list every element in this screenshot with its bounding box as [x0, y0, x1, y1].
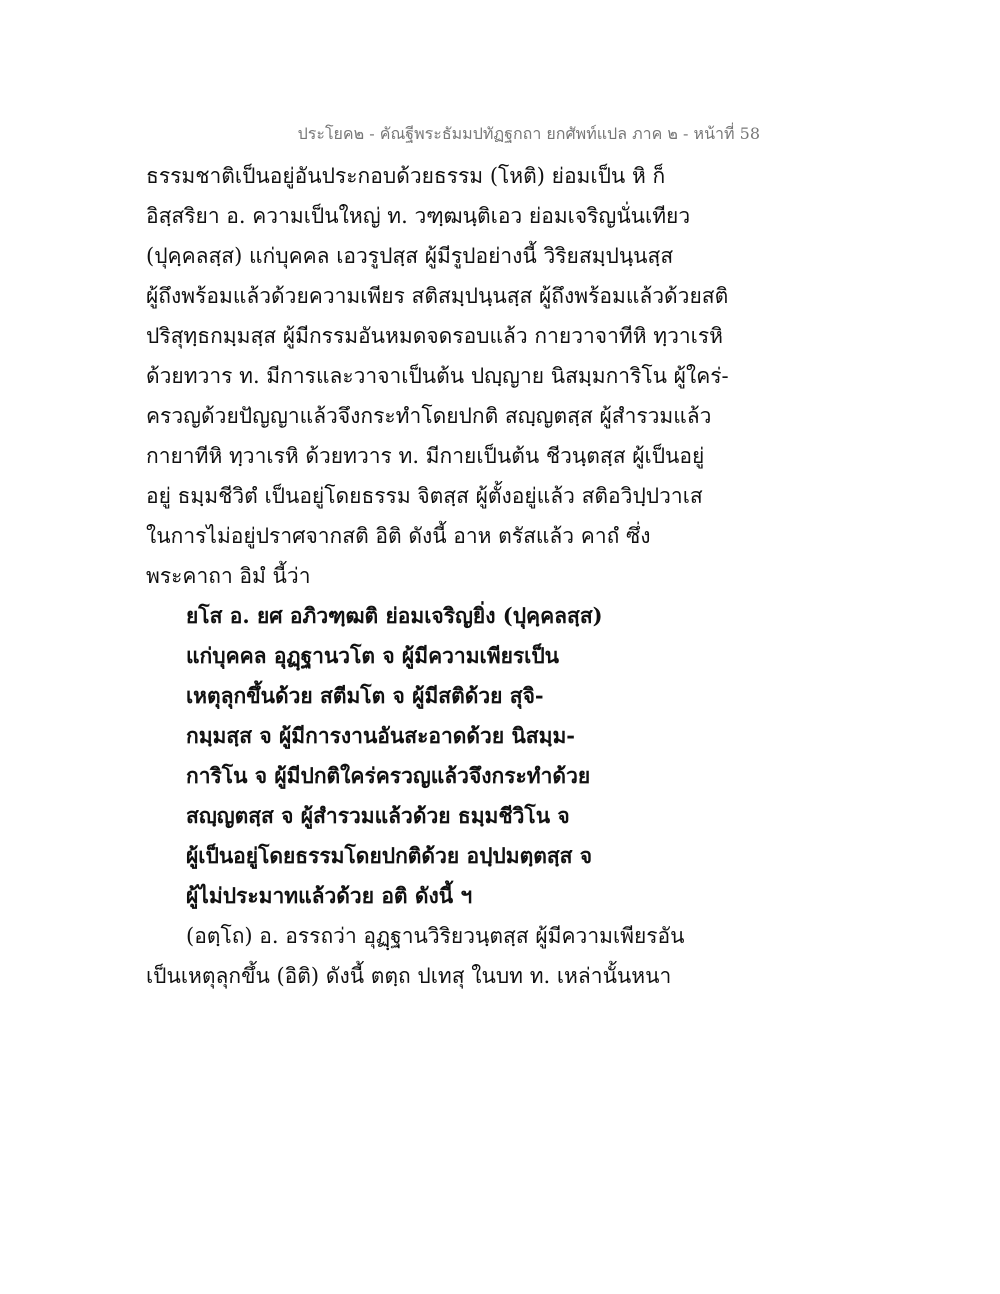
- verse-line: แก่บุคคล อุฏฺฐานวโต จ ผู้มีความเพียรเป็น: [186, 643, 560, 668]
- verse-line: การิโน จ ผู้มีปกติใคร่ครวญแล้วจึงกระทำด้วย: [186, 763, 591, 788]
- running-header: ประโยค๒ - คัณฐีพระธัมมปทัฏฐกถา ยกศัพท์แปล ภาค ๒ - หน้าที่ 58: [297, 124, 760, 143]
- verse-line: เหตุลุกขึ้นด้วย สตีมโต จ ผู้มีสติด้วย สุจิ-: [186, 683, 544, 708]
- body-text: [146, 156, 729, 996]
- prose-line: ในการไม่อยู่ปราศจากสติ อิติ ดังนี้ อาห ตรัสแล้ว คาถํ ซึ่ง: [146, 524, 651, 548]
- prose-line: อยู่ ธมฺมชีวิตํ เป็นอยู่โดยธรรม จิตสฺส ผู้ตั้งอยู่แล้ว สติอวิปฺปวาเส: [146, 484, 703, 508]
- verse-line: สญฺญตสฺส จ ผู้สำรวมแล้วด้วย ธมฺมชีวิโน จ: [186, 803, 570, 828]
- prose-line: อิสฺสริยา อ. ความเป็นใหญ่ ท. วฑฺฒนฺติเอว ย่อมเจริญนั่นเทียว: [146, 204, 691, 228]
- verse-line: ผู้เป็นอยู่โดยธรรมโดยปกติด้วย อปฺปมตฺตสฺส จ: [186, 843, 593, 868]
- verse-line: กมฺมสฺส จ ผู้มีการงานอันสะอาดด้วย นิสมฺม-: [186, 723, 576, 748]
- closing-line: เป็นเหตุลุกขึ้น (อิติ) ดังนี้ ตตฺถ ปเทสุ ในบท ท. เหล่านั้นหนา: [146, 964, 672, 988]
- prose-line: ด้วยทวาร ท. มีการและวาจาเป็นต้น ปญฺญาย นิสมฺมการิโน ผู้ใคร่-: [146, 364, 729, 388]
- prose-line: ครวญด้วยปัญญาแล้วจึงกระทำโดยปกติ สญฺญตสฺส ผู้สำรวมแล้ว: [146, 404, 712, 428]
- verse-line: ผู้ไม่ประมาทแล้วด้วย อติ ดังนี้ ฯ: [186, 883, 473, 908]
- prose-line: กายาทีหิ ทฺวาเรหิ ด้วยทวาร ท. มีกายเป็นต้น ชีวนฺตสฺส ผู้เป็นอยู่: [146, 444, 705, 468]
- prose-line: ธรรมชาติเป็นอยู่อันประกอบด้วยธรรม (โหติ) ย่อมเป็น หิ ก็: [146, 164, 666, 188]
- prose-line: (ปุคฺคลสฺส) แก่บุคคล เอวรูปสฺส ผู้มีรูปอย่างนี้ วิริยสมฺปนฺนสฺส: [146, 244, 674, 268]
- closing-line: (อตฺโถ) อ. อรรถว่า อุฏฺฐานวิริยวนฺตสฺส ผู้มีความเพียรอัน: [186, 924, 685, 948]
- prose-line: ผู้ถึงพร้อมแล้วด้วยความเพียร สติสมฺปนฺนสฺส ผู้ถึงพร้อมแล้วด้วยสติ: [146, 284, 729, 308]
- verse-line: ยโส อ. ยศ อภิวฑฺฒติ ย่อมเจริญยิ่ง (ปุคฺคลสฺส): [186, 603, 603, 628]
- prose-line: พระคาถา อิมํ นี้ว่า: [146, 564, 311, 588]
- prose-line: ปริสุทฺธกมฺมสฺส ผู้มีกรรมอันหมดจดรอบแล้ว กายวาจาทีหิ ทฺวาเรหิ: [146, 324, 723, 348]
